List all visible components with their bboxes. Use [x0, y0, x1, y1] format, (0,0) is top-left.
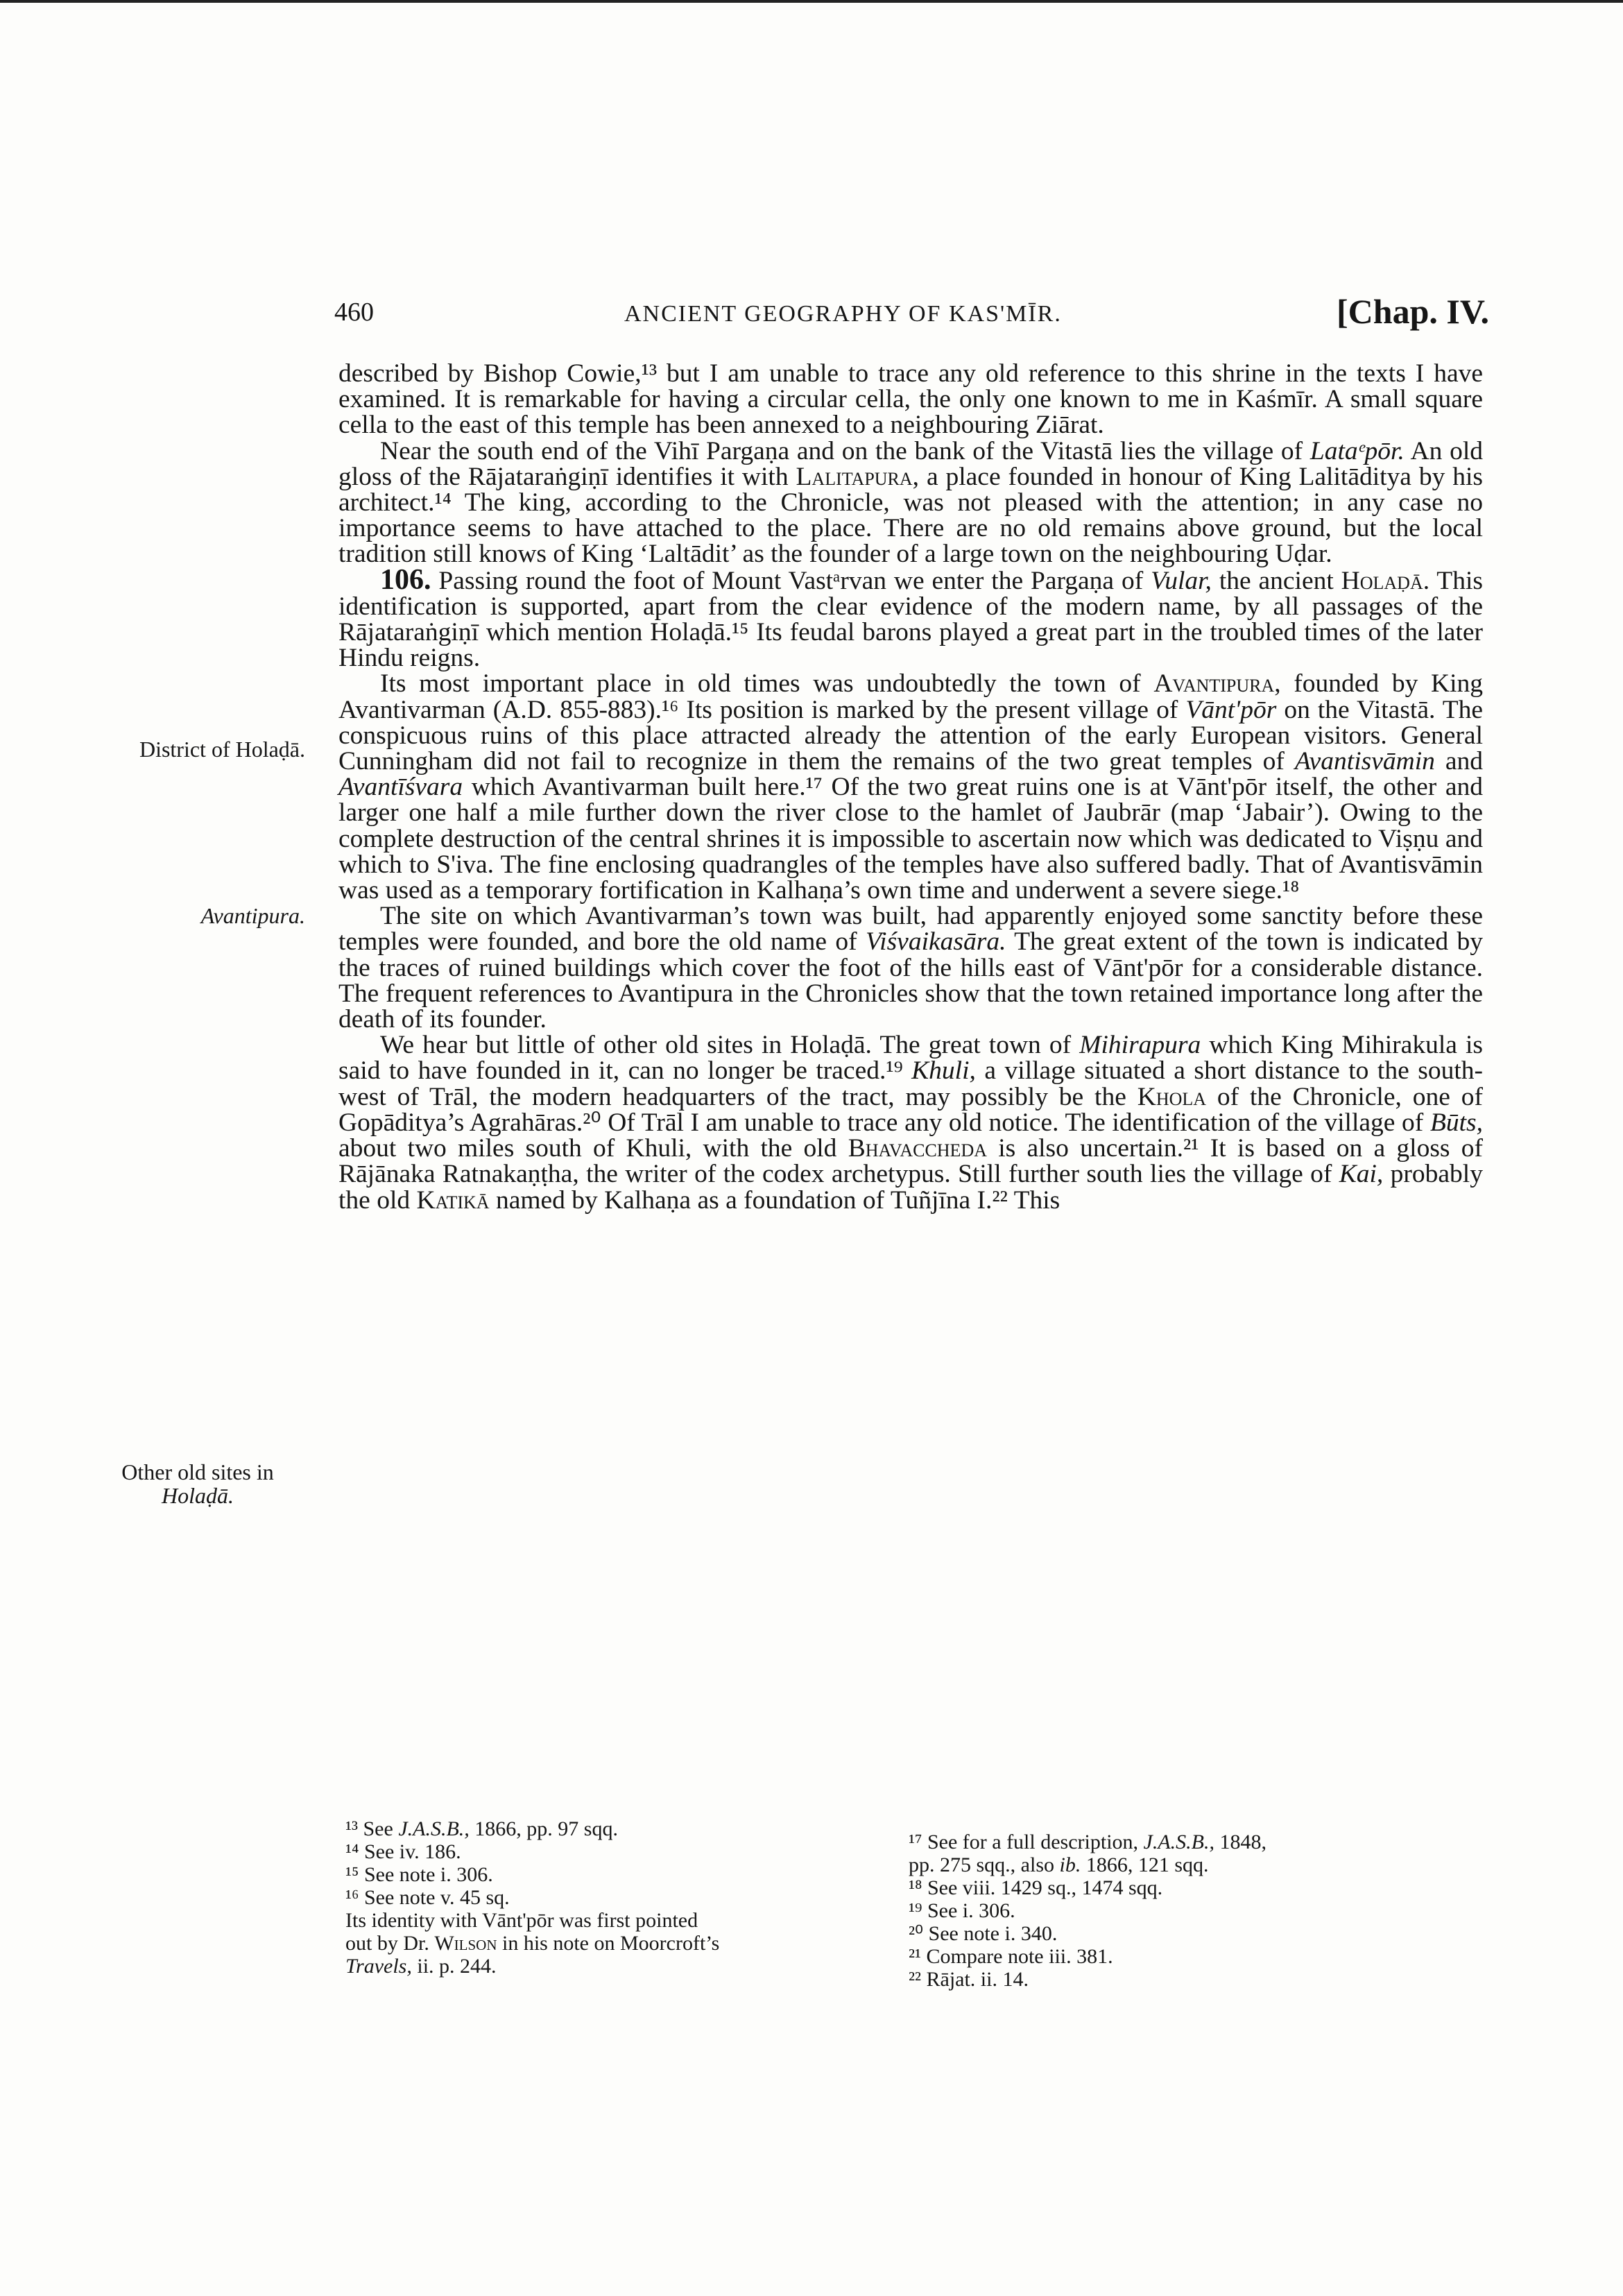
text-run: on the Vitastā. The conspicuous ruins of this place attracted already the attention of the early European visitors. General Cunningham did not fail to recognize in them the remains of the two great temples of	[338, 695, 1484, 776]
place-name: Khuli,	[911, 1056, 976, 1086]
text-run: the ancient	[1211, 566, 1341, 595]
sidenote-text: Other old sites in	[121, 1459, 274, 1484]
footnotes-left-column	[345, 1817, 890, 1978]
place-name: Vānt'pōr	[1185, 695, 1277, 724]
text-run: 1866, pp. 97 sqq.	[469, 1817, 618, 1840]
footnote-16-cont-3	[345, 1955, 890, 1978]
footnote-22: ²² Rājat. ii. 14.	[909, 1968, 1029, 1991]
footnote-19: ¹⁹ See i. 306.	[909, 1899, 1015, 1922]
footnote-16-cont-1: Its identity with Vānt'pōr was first pointed	[345, 1909, 698, 1932]
ibid-abbrev: ib.	[1059, 1853, 1081, 1876]
text-run: ¹³ See	[345, 1817, 399, 1840]
footnotes-right-column	[909, 1831, 1477, 1991]
text-run: 1848,	[1214, 1831, 1266, 1853]
footnote-16-cont-2	[345, 1932, 890, 1955]
sidenote-text: Avantipura.	[200, 903, 305, 928]
text-run: named by Kalhaṇa as a foundation of Tuñjīna I.²² This	[489, 1185, 1060, 1215]
text-run: 855-883).¹⁶ Its position is marked by the present village of	[552, 695, 1186, 724]
text-run: which King Mihirakula is said to have founded in it, can no longer be traced.¹⁹	[338, 1031, 1483, 1086]
place-name: Mihirapura	[1079, 1031, 1201, 1060]
page-number: 460	[334, 298, 374, 327]
text-run: Its most important place in old times was undoubtedly the town of	[380, 669, 1154, 699]
running-header	[334, 292, 1489, 345]
top-edge-line	[0, 0, 1623, 3]
footnote-16: ¹⁶ See note v. 45 sq.	[345, 1886, 510, 1909]
person-name: Wilson	[434, 1932, 497, 1955]
journal-abbrev: J.A.S.B.,	[1143, 1831, 1214, 1853]
text-run: pp. 275 sqq., also	[909, 1853, 1060, 1876]
paragraph-latapor	[338, 438, 1483, 567]
text-run: and	[1434, 747, 1483, 776]
footnote-14: ¹⁴ See iv. 186.	[345, 1840, 461, 1863]
text-run: An old gloss of the Rājataraṅgiṇī identifies it with	[338, 436, 1483, 491]
text-run: This identification is supported, apart from the clear evidence of the modern name, by all passages of the Rājataraṅgiṇī which mention Holaḍā.¹⁵ Its feudal barons played a great part in the troubled times of the later Hindu reigns.	[338, 566, 1483, 673]
text-run: which Avantivarman built here.¹⁷ Of the two great ruins one is at Vānt'pōr itself, the other and larger one half a mile further down the river close to the hamlet of Jaubrār (map ‘Jabair’). Owing to the complete destruction of the central shrines it is impossible to ascertain now which was dedicated to Viṣṇu and which to S'iva. The fine enclosing quadrangles of the temples have also suffered badly. That of Avantisvāmin was used as a temporary fortification in Kalhaṇa’s own time and underwent a severe siege.¹⁸	[338, 773, 1483, 905]
place-name: Vular,	[1151, 566, 1212, 595]
footnote-17	[909, 1831, 1477, 1853]
place-name: Kai,	[1339, 1160, 1384, 1189]
text-run: The great extent of the town is indicated by the traces of ruined buildings which cover the foot of the hills east of Vānt'pōr for a considerable distance. The frequent references to Avantipura in the Chronicles show that the town retained importance long after the death of its founder.	[338, 927, 1483, 1034]
sidenote-text: Holaḍā.	[162, 1483, 234, 1508]
text-run: a place founded in honour of King Lalitāditya by his architect.¹⁴ The king, according to the Chronicle, was not pleased with the attention; in any case no importance seems to have attached to the place. There are no old remains above ground, but the local tradition still knows of King ‘Laltādit’ as the founder of a large town on the neighbouring Uḍar.	[338, 462, 1484, 569]
footnote-21: ²¹ Compare note iii. 381.	[909, 1945, 1113, 1968]
text-run: ¹⁷ See for a full description,	[909, 1831, 1144, 1853]
chapter-label: [Chap. IV.	[1337, 292, 1489, 331]
text-run: ii. p. 244.	[411, 1955, 497, 1978]
book-title: Travels,	[345, 1955, 412, 1978]
footnote-13	[345, 1817, 890, 1840]
main-text	[338, 361, 1483, 1213]
running-title: ANCIENT GEOGRAPHY OF KAS'MĪR.	[624, 301, 1062, 327]
text-run: founded by King Avantivarman (	[338, 669, 1483, 724]
text-run: of the Chronicle, one of Gopāditya’s Agrahāras.²⁰ Of Trāl I am unable to trace any old notice. The identification of the village of	[338, 1082, 1484, 1137]
text-run: We hear but little of other old sites in Holaḍā. The great town of	[380, 1031, 1080, 1060]
paragraph-avantipura	[338, 671, 1483, 903]
footnote-18: ¹⁸ See viii. 1429 sq., 1474 sqq.	[909, 1876, 1163, 1899]
sidenote-other-old-sites	[83, 1460, 312, 1507]
place-name: Katikā	[416, 1185, 490, 1215]
place-name: Khola	[1137, 1082, 1207, 1111]
paragraph-106-holada	[338, 563, 1483, 673]
place-name: Lalitapura,	[796, 462, 920, 491]
section-number: 106.	[380, 563, 431, 596]
temple-name: Avantīśvara	[338, 773, 463, 802]
text-run: Passing round the foot of Mount Vastᵃrvan we enter the Pargaṇa of	[431, 566, 1151, 595]
text-run: in his note on Moorcroft’s	[497, 1932, 720, 1955]
footnote-17-cont	[909, 1853, 1477, 1876]
place-name: Avantipura,	[1153, 669, 1281, 699]
text-run: out by Dr.	[345, 1932, 435, 1955]
sidenote-text: District of Holaḍā.	[139, 737, 305, 762]
text-run: a village situated a short distance to the south-west of Trāl, the modern headquarters of the tract, may possibly be the	[338, 1056, 1483, 1111]
place-name: Bhavaccheda	[848, 1134, 987, 1163]
sidenote-district-holada	[83, 737, 305, 761]
text-run: probably the old	[338, 1160, 1483, 1215]
place-name: Lataᵉpōr.	[1309, 436, 1405, 465]
text-run: about two miles south of Khuli, with the old	[338, 1134, 848, 1163]
paragraph-other-sites	[338, 1032, 1483, 1213]
text-run: is also uncertain.²¹ It is based on a gloss of Rājānaka Ratnakaṇṭha, the writer of the codex archetypus. Still further south lies the village of	[338, 1134, 1483, 1189]
footnote-20: ²⁰ See note i. 340.	[909, 1922, 1058, 1945]
era-abbrev: A.D.	[501, 695, 553, 724]
text-run: described by Bishop Cowie,¹³ but I am unable to trace any old reference to this shrine in the texts I have examined. It is remarkable for having a circular cella, the only one known to me in Kaśmīr. A small square cella to the east of this temple has been annexed to a neighbouring Ziārat.	[338, 359, 1483, 440]
place-name: Viśvaikasāra.	[866, 927, 1006, 957]
paragraph-cowie	[338, 361, 1483, 438]
text-run: 1866, 121 sqq.	[1081, 1853, 1209, 1876]
footnote-15: ¹⁵ See note i. 306.	[345, 1863, 493, 1886]
paragraph-site	[338, 903, 1483, 1032]
place-name: Holaḍā.	[1341, 566, 1430, 595]
temple-name: Avantisvāmin	[1294, 747, 1435, 776]
place-name: Būts,	[1429, 1108, 1483, 1137]
journal-abbrev: J.A.S.B.,	[398, 1817, 470, 1840]
sidenote-avantipura	[83, 904, 305, 927]
text-run: Near the south end of the Vihī Pargaṇa and on the bank of the Vitastā lies the village of	[380, 436, 1310, 465]
text-run: The site on which Avantivarman’s town was built, had apparently enjoyed some sanctity before these temples were founded, and bore the old name of	[338, 902, 1483, 957]
